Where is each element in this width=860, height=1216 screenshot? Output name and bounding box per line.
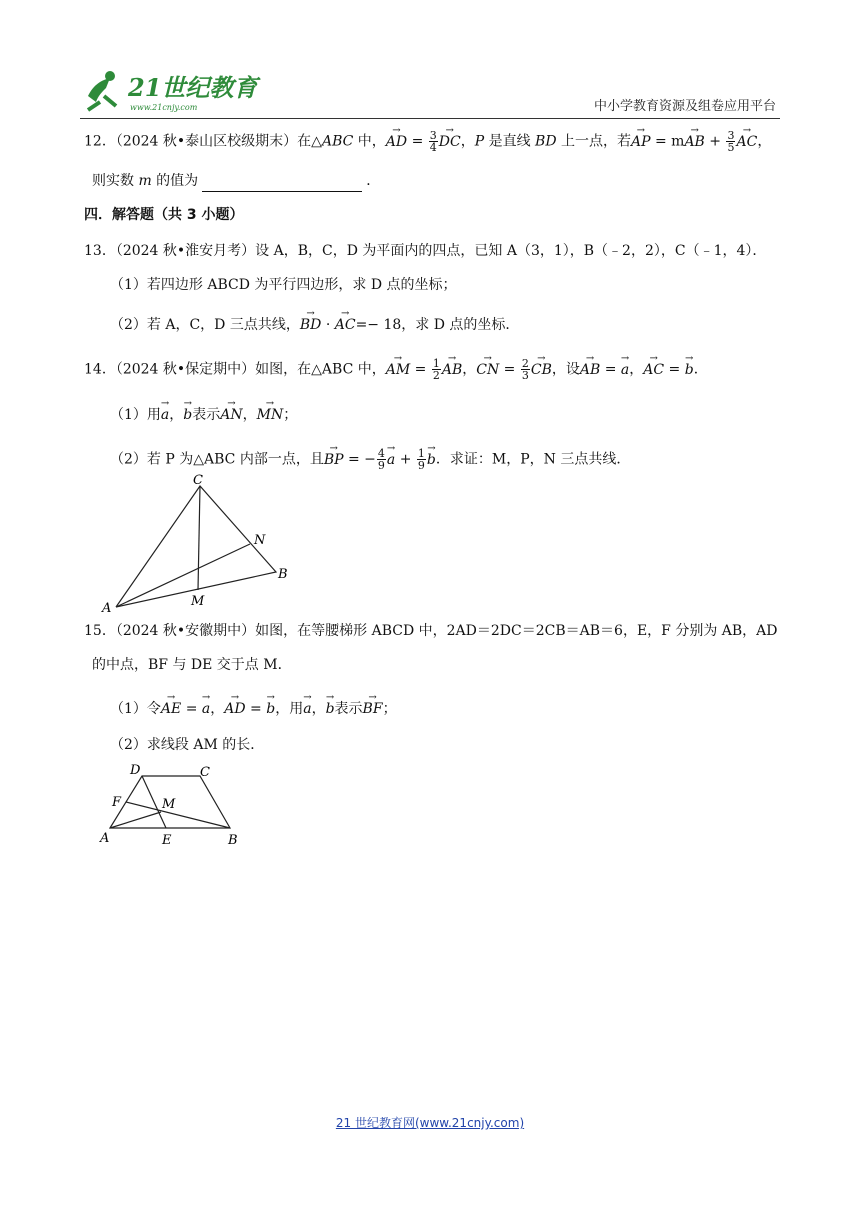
label-B: B	[278, 567, 288, 582]
q14-part1: （1）用→ a，→ b表示→ AN，→ MN；	[110, 404, 790, 426]
q15-part2: （2）求线段 AM 的长．	[110, 737, 265, 753]
label-M: M	[191, 594, 205, 609]
triangle-figure	[96, 474, 296, 614]
footer-link[interactable]: 21 世纪教育网(www.21cnjy.com)	[335, 1116, 525, 1130]
label-A: A	[100, 831, 110, 846]
q15-line2: 的中点，BF 与 DE 交于点 M．	[92, 657, 292, 673]
q14-part2: （2）若 P 为△ABC 内部一点，且→ BP = − $\frac{4}{9}$ → a + $\frac{1}{9}$ → b．求证：M，P，N 三点共线．	[110, 448, 790, 471]
platform-name: 中小学教育资源及组卷应用平台	[593, 99, 776, 114]
label-C: C	[200, 765, 210, 780]
label-C: C	[193, 474, 203, 488]
label-E: E	[162, 833, 172, 848]
answer-blank[interactable]	[202, 177, 362, 192]
q13-line1: 13．（2024 秋•淮安月考）设 A，B，C，D 为平面内的四点，已知 A（3，1），B（﹣2，2），C（﹣1，4）．	[84, 243, 767, 259]
logo-url: www.21cnjy.com	[130, 103, 198, 112]
page-header	[80, 66, 780, 119]
q15-line1: 15．（2024 秋•安徽期中）如图，在等腰梯形 ABCD 中，2AD＝2DC＝2CB＝AB＝6，E，F 分别为 AB，AD	[84, 623, 778, 639]
q13-part2: （2）若 A，C，D 三点共线，→ BD · → AC=− 18，求 D 点的坐标．	[110, 314, 790, 336]
logo-text: 21世纪教育	[128, 73, 258, 102]
trapezoid-figure	[96, 760, 256, 850]
q14-line1: 14．（2024 秋•保定期中）如图，在△ABC 中，→ AM = $\frac{1}{2}$ → AB，→ CN = $\frac{2}{3}$ → CB，设→ AB = → a，→ AC = → b．	[84, 358, 790, 381]
label-B: B	[228, 833, 238, 848]
q12-line1: 12．（2024 秋•泰山区校级期末）在△ABC 中，→ AD = $\frac{3}{4}$ → DC，P 是直线 BD 上一点，若→ AP = m→ AB + $\frac{3}{5}$ → AC，	[84, 130, 790, 153]
label-F: F	[112, 795, 122, 810]
logo	[80, 66, 280, 116]
label-D: D	[130, 763, 141, 778]
label-M: M	[162, 797, 176, 812]
label-A: A	[102, 601, 112, 614]
q13-part1: （1）若四边形 ABCD 为平行四边形，求 D 点的坐标；	[110, 277, 457, 293]
q15-part1: （1）令→ AE = → a，→ AD = → b，用→ a，→ b表示→ BF；	[110, 698, 790, 720]
label-N: N	[254, 533, 266, 548]
section-heading: 四．解答题（共 3 小题）	[84, 207, 244, 223]
q12-line2: 则实数 m 的值为 ．	[92, 170, 790, 192]
